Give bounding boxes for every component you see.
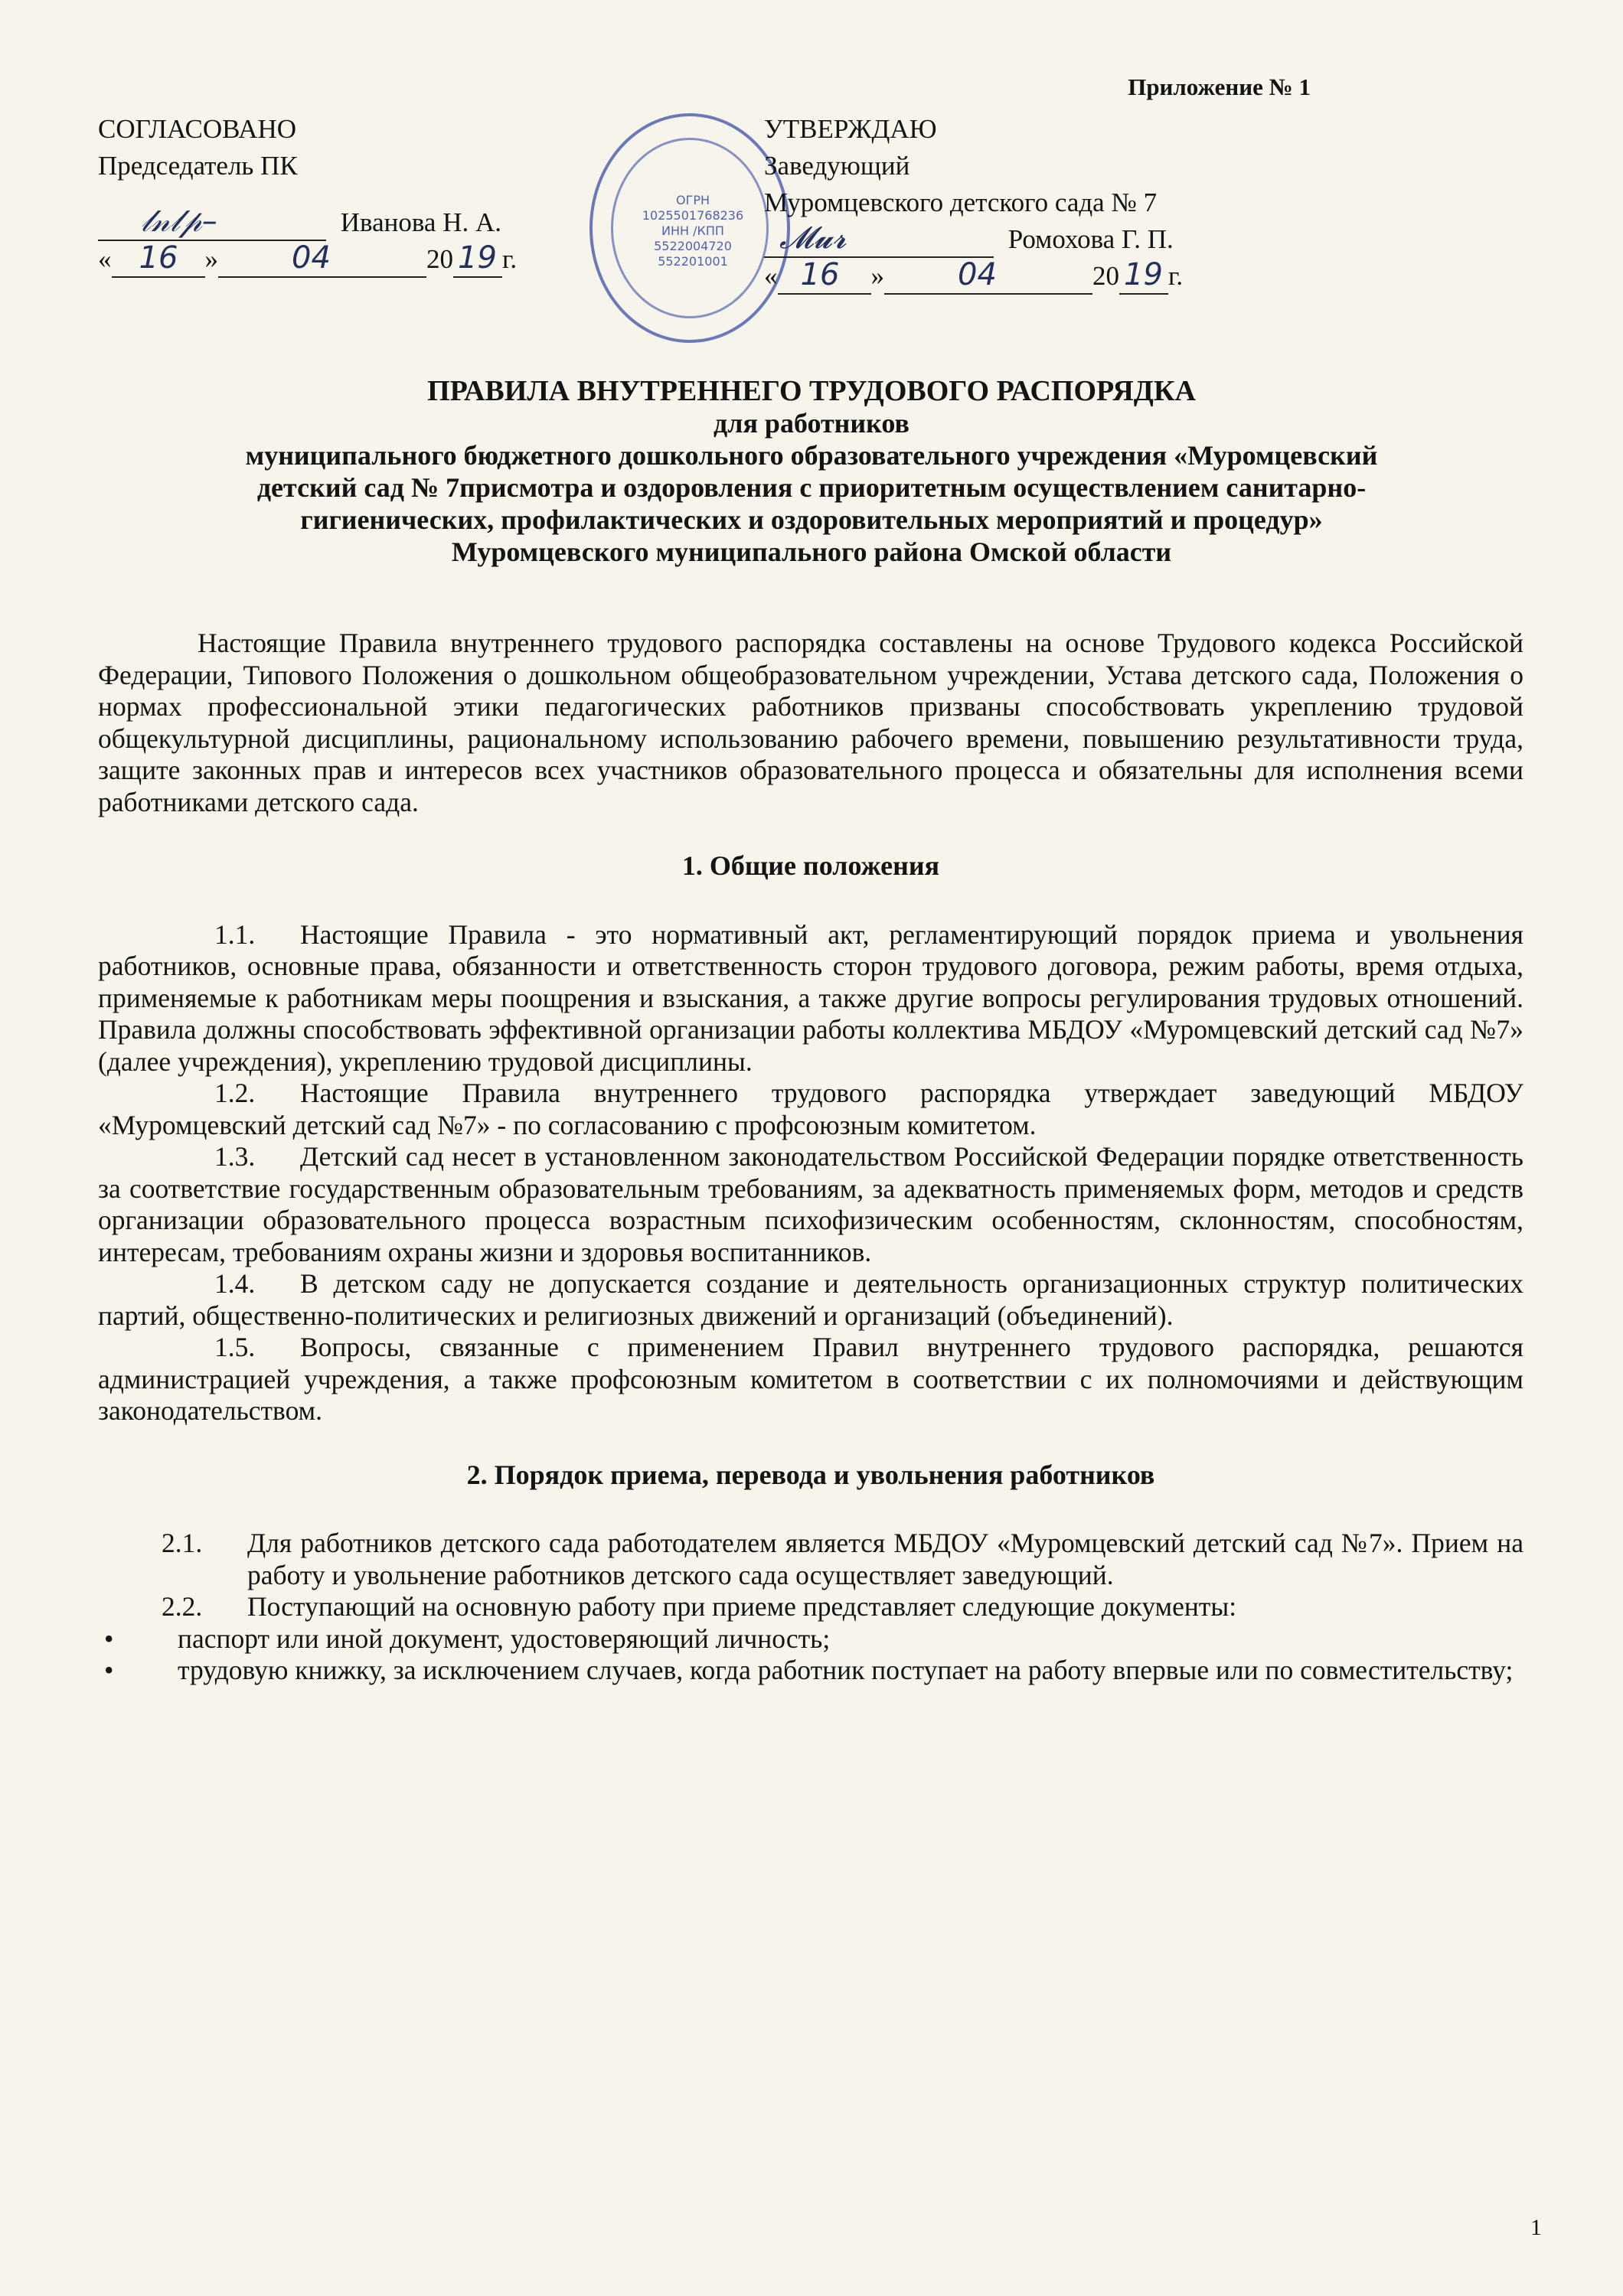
date-month-right: 04: [958, 257, 997, 292]
title-main: ПРАВИЛА ВНУТРЕННЕГО ТРУДОВОГО РАСПОРЯДКА: [427, 375, 1196, 407]
signature-line-left: [98, 204, 326, 241]
handwritten-signature-left: 𝓁𝓃𝓁𝓅–: [141, 204, 217, 239]
year-unit-right: г.: [1168, 261, 1184, 291]
date-month-right-line: [884, 257, 1092, 295]
signature-row-right: [764, 221, 1183, 258]
title-line: гигиенических, профилактических и оздоровительных мероприятий и процедур»: [300, 504, 1323, 535]
clause-text: Детский сад несет в установленном законодательством Российской Федерации порядке ответственность за соответствие государственным образовательным требованиям, за адекватность применяемых форм, методов и средств организации образовательного процесса возрастным психофизическим особенностям, склонностям, способностям, интересам, требованиям охраны жизни и здоровья воспитанников.: [98, 1141, 1523, 1267]
bullet-icon: •: [104, 1655, 114, 1685]
section-heading: 1. Общие положения: [681, 850, 940, 881]
bullet-item: [98, 1623, 1523, 1655]
document-title: [107, 375, 1516, 568]
title-line: для работников: [714, 408, 909, 439]
clause-paragraph: [98, 1591, 1523, 1623]
date-year-prefix-right: 20: [1092, 261, 1119, 291]
signer-name-right: Ромохова Г. П.: [1007, 224, 1174, 254]
date-day-right-line: [778, 257, 871, 295]
date-day-left-line: [112, 240, 205, 278]
date-row-left: « 16 » 04 20 19 г.: [98, 241, 517, 278]
clause-paragraph: [98, 1268, 1523, 1332]
clause-number: 1.1.: [214, 918, 256, 950]
date-year-suffix-right: 19: [1124, 257, 1163, 292]
clause-number: 1.5.: [214, 1332, 256, 1362]
bullet-item: [98, 1655, 1523, 1687]
clause-text: Настоящие Правила внутреннего трудового распорядка утверждает заведующий МБДОУ «Муромцевский детский сад №7» - по согласованию с профсоюзным комитетом.: [98, 1078, 1523, 1140]
clause-paragraph: [98, 1141, 1523, 1268]
stamp-text: [635, 193, 750, 269]
approval-block-right: [764, 111, 1183, 295]
handwritten-signature-right: 𝓜𝓾𝓻: [779, 220, 847, 256]
signature-line-right: [764, 220, 994, 258]
approved-label-left: СОГЛАСОВАНО: [98, 114, 297, 144]
clause-number: 1.3.: [214, 1141, 256, 1172]
clause-number: 2.1.: [162, 1528, 203, 1558]
date-year-prefix-left: 20: [426, 244, 453, 274]
signature-row-left: [98, 204, 517, 241]
date-month-left-line: [218, 240, 426, 278]
stamp-line: ИНН /КПП: [661, 223, 724, 238]
position-right: Заведующий: [764, 151, 910, 181]
clause-text: Настоящие Правила - это нормативный акт, регламентирующий порядок приема и увольнения работников, основные права, обязанности и ответственность сторон трудового договора, режим работы, время отдыха, применяемые к работникам меры поощрения и взыскания, а также другие вопросы регулирования трудовых отношений. Правила должны способствовать эффективной организации работы коллектива МБДОУ «Муромцевский детский сад №7» (далее учреждения), укреплению трудовой дисциплины.: [98, 918, 1523, 1077]
stamp-line: 1025501768236: [642, 208, 744, 223]
clause-paragraph: [98, 1528, 1523, 1591]
organization-stamp: [589, 113, 790, 343]
date-row-right: « 16 » 04 20 19 г.: [764, 258, 1183, 295]
appendix-label: Приложение № 1: [1128, 73, 1311, 100]
signer-name-left: Иванова Н. А.: [340, 207, 502, 237]
clause-paragraph: [98, 919, 1523, 1078]
date-day-left: 16: [139, 240, 178, 276]
title-line: Муромцевского муниципального района Омской области: [451, 536, 1172, 567]
intro-paragraph: Настоящие Правила внутреннего трудового распорядка составлены на основе Трудового кодекса Российской Федерации, Типового Положения о дошкольном общеобразовательном учреждении, Устава детского сада, Положения о нормах профессиональной этики педагогических работников призваны способствовать укреплению трудовой общекультурной дисциплины, рациональному использованию рабочего времени, повышению результативности труда, защите законных прав и интересов всех участников образовательного процесса и обязательны для исполнения всеми работниками детского сада.: [98, 628, 1523, 817]
stamp-line: 5522004720: [654, 239, 732, 253]
bullet-text: трудовую книжку, за исключением случаев, когда работник поступает на работу впервые или по совместительству;: [178, 1655, 1514, 1685]
clause-paragraph: [98, 1332, 1523, 1427]
clause-text: Для работников детского сада работодателем является МБДОУ «Муромцевский детский сад №7». Прием на работу и увольнение работников детского сада осуществляет заведующий.: [247, 1528, 1523, 1590]
date-month-left: 04: [292, 240, 331, 276]
date-year-suffix-left: 19: [458, 240, 497, 276]
date-day-right: 16: [800, 257, 840, 292]
bullet-icon: •: [104, 1623, 114, 1654]
title-line: детский сад № 7присмотра и оздоровления с приоритетным осуществлением санитарно-: [256, 472, 1367, 503]
approval-block-left: [98, 111, 517, 278]
clause-text: Поступающий на основную работу при приеме представляет следующие документы:: [247, 1591, 1237, 1622]
stamp-line: 552201001: [658, 254, 728, 269]
document-body: [98, 628, 1523, 1687]
org-right: Муромцевского детского сада № 7: [764, 188, 1158, 217]
clause-number: 2.2.: [162, 1591, 203, 1622]
approved-label-right: УТВЕРЖДАЮ: [764, 114, 937, 144]
clause-number: 1.4.: [214, 1268, 256, 1299]
position-left: Председатель ПК: [98, 151, 298, 181]
title-line: муниципального бюджетного дошкольного образовательного учреждения «Муромцевский: [245, 440, 1378, 471]
clause-paragraph: [98, 1078, 1523, 1141]
date-year-left-line: [453, 240, 502, 278]
section-heading: 2. Порядок приема, перевода и увольнения работников: [466, 1459, 1155, 1490]
clause-text: В детском саду не допускается создание и деятельность организационных структур политических партий, общественно-политических и религиозных движений и организаций (объединений).: [98, 1268, 1523, 1331]
bullet-text: паспорт или иной документ, удостоверяющий личность;: [178, 1623, 831, 1654]
clause-number: 1.2.: [214, 1078, 256, 1108]
page-number: 1: [1530, 2215, 1542, 2240]
stamp-line: ОГРН: [675, 193, 710, 207]
clause-text: Вопросы, связанные с применением Правил внутреннего трудового распорядка, решаются администрацией учреждения, а также профсоюзным комитетом в соответствии с их полномочиями и действующим законодательством.: [98, 1332, 1523, 1426]
date-year-right-line: [1119, 257, 1168, 295]
year-unit-left: г.: [502, 244, 518, 274]
